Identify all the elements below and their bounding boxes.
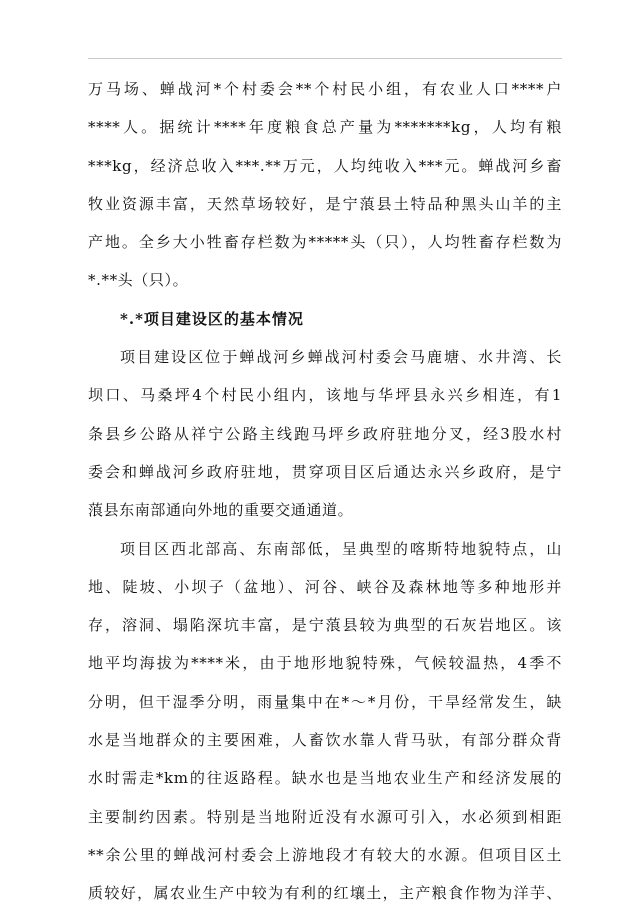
document-body: [88, 70, 562, 913]
text-line: 分明，但干湿季分明，雨量集中在*～*月份，干旱经常发生，缺: [88, 692, 562, 711]
text-line: 牧业资源丰富，天然草场较好，是宁蒗县土特品种黑头山羊的主: [88, 194, 562, 213]
text-line: 地、陡坡、小坝子（盆地）、河谷、峡谷及森林地等多种地形并: [88, 577, 562, 596]
text-line: **余公里的蝉战河村委会上游地段才有较大的水源。但项目区土: [88, 845, 562, 864]
text-line: *.**头（只）。: [88, 271, 189, 290]
text-line: 项目建设区位于蝉战河乡蝉战河村委会马鹿塘、水井湾、长: [120, 348, 562, 367]
text-line: 项目区西北部高、东南部低，呈典型的喀斯特地貌特点，山: [120, 539, 562, 558]
text-line: 主要制约因素。特别是当地附近没有水源可引入，水必须到相距: [88, 807, 562, 826]
text-line: ***kg，经济总收入***.**万元，人均纯收入***元。蝉战河乡畜: [88, 156, 562, 175]
header-rule: [88, 58, 562, 59]
text-line: ****人。据统计****年度粮食总产量为*******kg，人均有粮: [88, 118, 562, 137]
text-line: 蒗县东南部通向外地的重要交通通道。: [88, 501, 354, 520]
text-line: 水时需走*km的往返路程。缺水也是当地农业生产和经济发展的: [88, 769, 562, 788]
text-line: 质较好，属农业生产中较为有利的红壤土，主产粮食作物为洋芋、: [88, 884, 562, 903]
text-line: 水是当地群众的主要困难，人畜饮水靠人背马驮，有部分群众背: [88, 731, 562, 750]
text-line: 存，溶洞、塌陷深坑丰富，是宁蒗县较为典型的石灰岩地区。该: [88, 616, 562, 635]
text-line: 万马场、蝉战河*个村委会**个村民小组，有农业人口****户: [88, 80, 562, 98]
section-heading: *.*项目建设区的基本情况: [120, 309, 304, 328]
text-line: 坝口、马桑坪4个村民小组内，该地与华坪县永兴乡相连，有1: [88, 386, 562, 405]
text-line: 委会和蝉战河乡政府驻地，贯穿项目区后通达永兴乡政府，是宁: [88, 462, 562, 481]
text-line: 地平均海拔为****米，由于地形地貌特殊，气候较温热，4季不: [88, 654, 562, 673]
text-line: 产地。全乡大小牲畜存栏数为*****头（只），人均牲畜存栏数为: [88, 233, 562, 252]
text-line: 条县乡公路从祥宁公路主线跑马坪乡政府驻地分叉，经3股水村: [88, 424, 562, 443]
